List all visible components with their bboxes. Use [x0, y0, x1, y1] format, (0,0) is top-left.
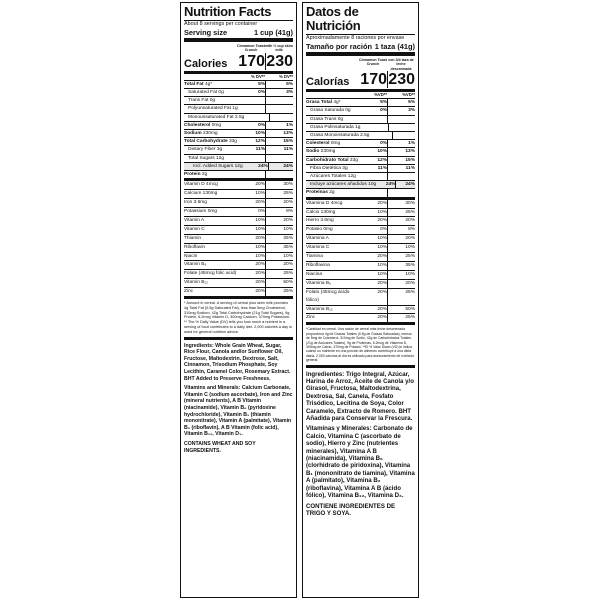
nutrient-label: Protein	[184, 172, 201, 178]
nutrient-label: Grasa Total	[306, 100, 333, 106]
dv-with-milk	[388, 124, 415, 131]
nutrient-amount: 2.5g	[360, 133, 370, 139]
vitamin-dv-with-milk: 20%	[265, 261, 293, 269]
vitamin-dv-with-milk: 10%	[387, 271, 415, 279]
dv-header-with-milk: % DV**	[279, 73, 293, 79]
vitamin-dv-with-milk: 30%	[387, 200, 415, 208]
vitamin-row	[184, 235, 293, 244]
vitamin-name: Folato (45mcg ácido fólico)	[306, 289, 350, 303]
dv-cereal: 12%	[377, 157, 387, 163]
nutrient-name	[306, 140, 359, 147]
vitamin-name: Riboflavina	[306, 263, 330, 268]
nutrient-name	[184, 81, 237, 88]
nutrient-amount: 2g	[329, 190, 335, 196]
vitamin-dv-cereal: 20%	[255, 182, 265, 188]
calories-with-milk: 230	[266, 52, 293, 70]
dv-with-milk: 3%	[265, 89, 293, 96]
dv-with-milk: 24%	[395, 181, 415, 188]
serving-size-label: Tamaño por ración	[306, 42, 372, 51]
nutrient-label: Saturated Fat	[188, 90, 218, 96]
nutrient-name	[306, 132, 369, 139]
dv-cereal: 0%	[258, 90, 265, 96]
dv-with-milk: 13%	[265, 130, 293, 137]
allergen-statement: CONTIENE INGREDIENTES DE TRIGO Y SOYA.	[306, 502, 396, 517]
nutrient-label: Sodio	[306, 149, 320, 155]
vitamin-dv-with-milk: 50%	[265, 279, 293, 287]
nutrient-name	[306, 148, 359, 155]
dv-with-milk: 3%	[387, 107, 415, 114]
vitamin-row	[306, 200, 415, 209]
vitamin-dv-cereal: 20%	[377, 315, 387, 321]
vitamin-name: Thiamin	[184, 235, 202, 241]
dv-with-milk: 24%	[268, 163, 293, 170]
vitamin-dv-with-milk: 35%	[387, 262, 415, 270]
vitamin-list	[306, 200, 415, 326]
vitamin-dv-with-milk: 20%	[265, 217, 293, 225]
nutrient-amount: 33g	[349, 157, 358, 163]
nutrient-label: Colesterol	[306, 141, 330, 147]
nutrient-amount: 0mg	[211, 122, 222, 128]
dv-with-milk: 5%	[387, 99, 415, 106]
vitamin-name: Vitamina B₆	[306, 280, 332, 286]
vitamin-row	[184, 226, 293, 235]
vitamin-row	[306, 244, 415, 253]
vitamin-dv-cereal: 20%	[255, 235, 265, 241]
vitamin-dv-with-milk: 8%	[265, 208, 293, 216]
nutrient-label: Incl. Added Sugars	[193, 163, 234, 169]
vitamin-dv-cereal: 0%	[380, 227, 387, 233]
nutrient-label: Sodium	[184, 131, 202, 137]
nutrient-name	[184, 89, 237, 96]
nutrient-name	[306, 189, 359, 196]
nutrient-amount: 0g	[345, 108, 351, 114]
vitamin-row	[184, 181, 293, 190]
dv-cereal: 10%	[255, 131, 265, 137]
nutrient-row	[184, 155, 293, 163]
nutrient-row	[306, 148, 415, 156]
nutrient-row	[306, 173, 415, 181]
nutrient-name	[184, 146, 237, 153]
nutrient-name	[184, 114, 244, 121]
dv-with-milk: 1%	[387, 140, 415, 147]
nutrient-amount: 1g	[232, 106, 238, 112]
nutrition-facts-panel	[180, 2, 297, 598]
vitamin-name: Vitamin B₁₂	[184, 280, 208, 286]
dv-cereal: 24%	[385, 182, 396, 188]
nutrient-name	[184, 155, 237, 162]
vitamin-dv-cereal: 10%	[255, 217, 265, 223]
dv-header-with-milk: %VD**	[402, 92, 415, 98]
nutrient-amount: 4g*	[333, 100, 341, 106]
vitamin-dv-with-milk: 25%	[265, 270, 293, 278]
vitamin-name: Niacina	[306, 271, 322, 277]
dv-cereal	[237, 171, 265, 178]
nutrient-row	[306, 107, 415, 115]
dv-with-milk	[269, 114, 293, 121]
vitamin-dv-cereal: 20%	[377, 280, 387, 286]
vitamin-row	[184, 190, 293, 199]
nutrient-amount: 230mg	[320, 149, 336, 155]
dv-with-milk	[387, 173, 415, 180]
dv-with-milk	[265, 105, 293, 112]
nutrient-label: Cholesterol	[184, 122, 211, 128]
vitamin-dv-cereal: 20%	[377, 306, 387, 312]
nutrient-name	[306, 124, 360, 131]
ingredients-block	[184, 340, 293, 455]
vitamin-row	[306, 253, 415, 262]
vitamin-dv-with-milk: 20%	[387, 217, 415, 225]
nutrient-label: Carbohidrato Total	[306, 157, 349, 163]
nutrient-row	[306, 165, 415, 173]
nutrient-name	[184, 122, 237, 129]
nutrient-row	[184, 114, 293, 122]
dv-cereal: 12%	[255, 139, 265, 145]
vitamin-dv-cereal: 10%	[255, 226, 265, 232]
servings-per-container: Aproximadamente 8 raciones por envase	[306, 35, 405, 41]
vitamin-name: Vitamina C	[306, 245, 330, 251]
dv-with-milk: 15%	[265, 138, 293, 145]
vitamin-row	[306, 209, 415, 218]
vitamin-row	[184, 244, 293, 253]
serving-size-label: Serving size	[184, 28, 228, 37]
nutrient-label: Grasa Polinsaturada	[310, 124, 354, 130]
vitamin-dv-cereal: 10%	[255, 253, 265, 259]
serving-size-row	[306, 42, 415, 56]
vitamin-dv-cereal: 20%	[377, 200, 387, 206]
nutrient-amount: 1g	[355, 124, 361, 130]
vitamin-name: Zinc	[306, 315, 316, 321]
nutrient-amount: 3g	[216, 147, 223, 153]
nutrient-label: Total Sugars	[188, 155, 215, 161]
nutrient-row	[184, 105, 293, 113]
vitamin-dv-with-milk: 50%	[387, 306, 415, 314]
vitamin-row	[184, 270, 293, 279]
serving-size-value: 1 taza (41g)	[374, 42, 415, 51]
dv-cereal	[369, 132, 392, 139]
vitamin-name: Tiamina	[306, 254, 323, 260]
nutrient-list	[184, 81, 293, 181]
dv-cereal	[244, 114, 268, 121]
column-header-cereal: Cinnamon Toast Crunch	[359, 58, 387, 67]
vitamin-dv-with-milk: 25%	[265, 235, 293, 243]
vitamin-row	[184, 279, 293, 288]
vitamin-name: Calcium 130mg	[184, 191, 218, 197]
nutrient-row	[306, 189, 415, 199]
nutrient-row	[184, 138, 293, 146]
vitamin-name: Potasio 0mg	[306, 227, 333, 233]
ingredients-text: Ingredients: Whole Grain Wheat, Sugar, Rice Flour, Canola and/or Sunflower Oil, Fructose, Maltodextrin, Dextrose, Salt, Cinnamon, Trisodium Phosphate, Soy Lecithin, Caramel Color, Rosemary Extract. BHT Added to Preserve Freshness.	[184, 342, 291, 382]
vitamin-dv-cereal: 20%	[255, 200, 265, 206]
nutrient-label: Grasa Trans	[310, 116, 337, 122]
vitamin-row	[306, 280, 415, 289]
dv-cereal: 0%	[380, 108, 387, 114]
nutrient-label: Total Fat	[184, 81, 204, 87]
vitamin-dv-with-milk: 25%	[387, 209, 415, 217]
vitamin-dv-cereal: 20%	[255, 262, 265, 268]
vitamin-dv-cereal: 20%	[255, 271, 265, 277]
nutrient-name	[306, 165, 359, 172]
dv-cereal	[237, 97, 265, 104]
nutrient-row	[306, 181, 415, 189]
nutrient-row	[306, 124, 415, 132]
nutrient-label: Fibra Dietética	[310, 165, 341, 171]
dv-cereal: 0%	[258, 122, 265, 128]
nutrient-row	[306, 140, 415, 148]
calories-label: Calories	[184, 57, 228, 70]
nutrient-name	[306, 157, 359, 164]
nutrient-name	[184, 130, 237, 137]
column-headers	[306, 58, 415, 71]
serving-size-value: 1 cup (41g)	[253, 28, 293, 37]
dv-with-milk: 11%	[387, 165, 415, 172]
vitamin-row	[184, 217, 293, 226]
vitamin-dv-with-milk: 20%	[387, 280, 415, 288]
vitamin-dv-cereal: 10%	[377, 245, 387, 251]
calories-cereal: 170	[360, 71, 387, 89]
nutrient-label: Total Carbohydrate	[184, 139, 228, 145]
calories-cereal: 170	[238, 52, 265, 70]
vitamin-row	[306, 262, 415, 271]
dv-cereal	[359, 189, 387, 196]
vitamin-dv-cereal: 10%	[377, 236, 387, 242]
dv-with-milk: 13%	[387, 148, 415, 155]
nutrient-amount: 3g	[342, 165, 348, 171]
vitamin-row	[306, 314, 415, 325]
servings-per-container: About 8 servings per container	[184, 21, 258, 27]
dv-cereal: 10%	[377, 149, 387, 155]
vitamin-row	[184, 253, 293, 262]
nutrient-label: Dietary Fiber	[188, 147, 216, 153]
nutrient-list	[306, 99, 415, 199]
column-header-cereal: Cinnamon Toast Crunch	[237, 44, 265, 53]
vitamin-name: Vitamin B₆	[184, 262, 207, 268]
nutrient-label: Proteínas	[306, 190, 328, 196]
column-headers	[184, 44, 293, 53]
vitamin-name: Calcio 130mg	[306, 209, 336, 215]
nutrient-row	[306, 157, 415, 165]
vitamin-dv-with-milk: 25%	[387, 314, 415, 322]
vitamin-dv-with-milk: 8%	[387, 226, 415, 234]
nutrient-amount: 0g	[337, 116, 344, 122]
calories-with-milk: 230	[388, 71, 415, 89]
serving-size-row	[184, 28, 293, 42]
vitamin-row	[184, 261, 293, 270]
vitamin-dv-with-milk: 10%	[265, 253, 293, 261]
dv-with-milk: 5%	[265, 81, 293, 88]
nutrient-amount: 2.5g	[234, 114, 245, 120]
vitamin-row	[184, 288, 293, 299]
vitamin-name: Hierro 3.6mg	[306, 218, 334, 224]
vitamin-dv-with-milk: 25%	[265, 288, 293, 296]
nutrient-row	[184, 97, 293, 105]
nutrient-row	[184, 130, 293, 138]
vitamin-name: Vitamin A	[184, 217, 205, 223]
vitamin-dv-cereal: 10%	[377, 209, 387, 215]
vitamin-dv-cereal: 20%	[377, 254, 387, 260]
nutrient-name	[306, 173, 359, 180]
ingredients-block	[306, 368, 415, 518]
dv-with-milk	[265, 97, 293, 104]
dv-cereal	[360, 124, 387, 131]
vitamin-dv-cereal: 10%	[377, 271, 387, 277]
column-header-with-milk: con 3/4 taza de leche descremada	[388, 58, 414, 71]
vitamin-name: Folate (45mcg folic acid)	[184, 271, 237, 277]
dv-with-milk	[387, 189, 415, 196]
dv-cereal: 11%	[255, 147, 265, 153]
nutrient-row	[184, 146, 293, 154]
vitamins-minerals-text: Vitaminas y Minerales: Carbonato de Calcio, Vitamina C (ascorbato de sodio), Hierro y Zinc (nutrientes minerales), Vitamina A B (niacinamida), Vitamina B₆ (clorhidrato de piridoxina), Vitamina B₁ (mononitrato de tiamina), Vitamina A (palmitato), Vitamina B₂ (riboflavina), Vitamina A B (ácido fólico), Vitamina B₁₂, Vitamina D₃.	[306, 425, 415, 500]
dv-with-milk	[265, 155, 293, 162]
nutrient-name	[306, 116, 359, 123]
nutrient-amount: 12g	[234, 163, 243, 169]
vitamin-dv-cereal: 20%	[255, 289, 265, 295]
nutrient-amount: 2g	[201, 172, 208, 178]
dv-with-milk	[265, 171, 293, 178]
nutrient-amount: 230mg	[202, 131, 218, 137]
nutrient-amount: 12g	[347, 174, 356, 180]
dv-header-cereal: % DV**	[251, 73, 265, 79]
nutrient-amount: 0g	[218, 90, 224, 96]
vitamin-dv-cereal: 20%	[377, 218, 387, 224]
vitamin-dv-cereal: 20%	[377, 289, 387, 295]
footnote: * Amount in cereal. A serving of cereal plus skim milk provides 4g Total Fat (0.5g Saturated Fat), less than 5mg Cholesterol, 310mg Sodium, 42g Total Carbohydrate (21g Total Sugars), 9g Protein, 6.2mcg Vitamin D, 300mg Calcium, 370mg Potassium. ** The % Daily Value (DV) tells you how much a nutrient in a serving of food contributes to a daily diet. 2,000 calories a day is used for general nutrition advice.	[184, 299, 293, 340]
nutrient-row	[306, 99, 415, 107]
nutrient-name	[184, 138, 237, 145]
dv-with-milk: 11%	[265, 146, 293, 153]
nutrient-row	[306, 132, 415, 140]
vitamin-dv-with-milk: 20%	[387, 235, 415, 243]
nutrient-amount: 33g	[228, 139, 237, 145]
dv-cereal: 11%	[377, 165, 387, 171]
calories-label: Calorías	[306, 76, 350, 89]
vitamin-row	[306, 306, 415, 315]
nutrient-label: Polyunsaturated Fat	[188, 106, 231, 112]
panel-title: Nutrition Facts	[184, 5, 293, 21]
vitamin-name: Vitamin C	[184, 226, 205, 232]
panel-title: Datos de Nutrición	[306, 5, 415, 35]
dv-with-milk	[392, 132, 415, 139]
dv-cereal: 5%	[380, 100, 387, 106]
dv-cereal: 24%	[258, 163, 268, 169]
daily-value-header	[184, 74, 293, 81]
vitamin-dv-with-milk: 25%	[387, 289, 415, 305]
calories-row	[184, 53, 293, 74]
nutrient-row	[184, 163, 293, 171]
dv-cereal	[238, 105, 266, 112]
dv-cereal	[237, 155, 265, 162]
nutrient-label: Grasa Monoinsaturada	[310, 133, 359, 139]
nutrient-name	[184, 171, 237, 178]
nutrient-name	[184, 163, 243, 170]
vitamin-name: Zinc	[184, 289, 194, 295]
dv-cereal	[359, 173, 387, 180]
vitamins-minerals-text: Vitamins and Minerals: Calcium Carbonate, Vitamin C (sodium ascorbate), Iron and Zinc (mineral nutrients), A B Vitamin (niacinamide), Vitamin B₆ (pyridoxine hydrochloride), Vitamin B₁ (thiamin mononitrate), Vitamin A (palmitate), Vitamin B₂ (riboflavin), A B Vitamin (folic acid), Vitamin B₁₂, Vitamin D₃.	[184, 385, 293, 438]
vitamin-dv-cereal: 10%	[255, 244, 265, 250]
dv-with-milk	[387, 116, 415, 123]
nutrient-name	[184, 97, 237, 104]
nutrient-row	[184, 89, 293, 97]
nutrient-amount: 12g	[216, 155, 225, 161]
nutrient-label: Trans Fat	[188, 98, 209, 104]
calories-row	[306, 71, 415, 92]
vitamin-row	[306, 235, 415, 244]
nutrient-name	[184, 105, 238, 112]
vitamin-name: Vitamin D 4mcg	[184, 182, 218, 188]
vitamin-name: Riboflavin	[184, 244, 206, 250]
nutrient-label: Grasa Saturada	[310, 108, 344, 114]
vitamin-name: Potassium 0mg	[184, 208, 218, 214]
nutrient-name	[306, 181, 376, 188]
vitamin-name: Vitamina B₁₂	[306, 306, 333, 312]
vitamin-dv-cereal: 10%	[377, 263, 387, 268]
datos-de-nutricion-panel	[302, 2, 419, 598]
ingredients-text: Ingredientes: Trigo Integral, Azúcar, Harina de Arroz, Aceite de Canola y/o Girasol, Fructosa, Maltodextrina, Dextrosa, Sal, Canela, Fosfato Trisódico, Lecitina de Soya, Color Caramelo, Extracto de Romero. BHT Añadida para Conservar la Frescura.	[306, 370, 414, 423]
dv-header-cereal: %VD**	[374, 92, 387, 98]
nutrient-amount: 0mg	[330, 141, 341, 147]
vitamin-row	[306, 226, 415, 235]
nutrient-amount: 0g	[209, 98, 216, 104]
nutrient-name	[306, 99, 359, 106]
nutrient-row	[184, 171, 293, 181]
vitamin-row	[306, 289, 415, 306]
vitamin-dv-with-milk: 25%	[387, 253, 415, 261]
vitamin-row	[306, 217, 415, 226]
nutrient-amount: 4g*	[204, 81, 213, 87]
vitamin-name: Niacin	[184, 253, 198, 259]
dv-cereal	[359, 116, 387, 123]
daily-value-header	[306, 92, 415, 99]
dv-with-milk: 15%	[387, 157, 415, 164]
dv-cereal: 0%	[380, 141, 387, 147]
vitamin-dv-cereal: 20%	[255, 280, 265, 286]
vitamin-name: Vitamina D 4mcg	[306, 200, 343, 206]
vitamin-dv-with-milk: 10%	[265, 226, 293, 234]
vitamin-dv-with-milk: 35%	[265, 244, 293, 252]
vitamin-dv-cereal: 0%	[258, 208, 265, 214]
footnote: *Cantidad en cereal. Una ración de cereal más leche descremada proporciona 4g de Grasas Totales (0.5g de Grasas Saturadas), menos de 5mg de Colesterol, 310mg de Sodio, 42g de Carbohidratos Totales (21g de Azúcares Totales), 9g de Proteínas, 6.2mcg de Vitamina D, 300mg de Calcio, 370mg de Potasio. **El % Valor Diario (VD) le indica cuánto un nutriente en una porción de alimento contribuye a una dieta diaria. 2,000 calorías al día es utilizado para asesoramiento de nutrición general.	[306, 325, 415, 367]
nutrient-amount: 10g	[368, 182, 377, 188]
nutrient-label: Monounsaturated Fat	[188, 114, 234, 120]
vitamin-dv-with-milk: 30%	[265, 181, 293, 189]
vitamin-dv-with-milk: 10%	[387, 244, 415, 252]
vitamin-dv-with-milk: 25%	[265, 190, 293, 198]
nutrient-label: Incluye azúcares añadidos	[310, 182, 367, 188]
vitamin-dv-with-milk: 20%	[265, 199, 293, 207]
nutrient-row	[184, 122, 293, 130]
nutrient-row	[306, 116, 415, 124]
dv-cereal: 5%	[258, 81, 265, 87]
nutrient-row	[184, 81, 293, 89]
nutrient-name	[306, 107, 359, 114]
vitamin-dv-cereal: 10%	[255, 191, 265, 197]
vitamin-list	[184, 181, 293, 299]
vitamin-name: Iron 3.6mg	[184, 200, 207, 206]
vitamin-row	[184, 208, 293, 217]
dv-with-milk: 1%	[265, 122, 293, 129]
vitamin-name: Vitamina A	[306, 236, 329, 242]
allergen-statement: CONTAINS WHEAT AND SOY INGREDIENTS.	[184, 440, 256, 454]
vitamin-row	[306, 271, 415, 280]
column-header-with-milk: with ½ cup skim milk	[265, 44, 293, 53]
nutrient-label: Azúcares Totales	[310, 174, 347, 180]
vitamin-row	[184, 199, 293, 208]
